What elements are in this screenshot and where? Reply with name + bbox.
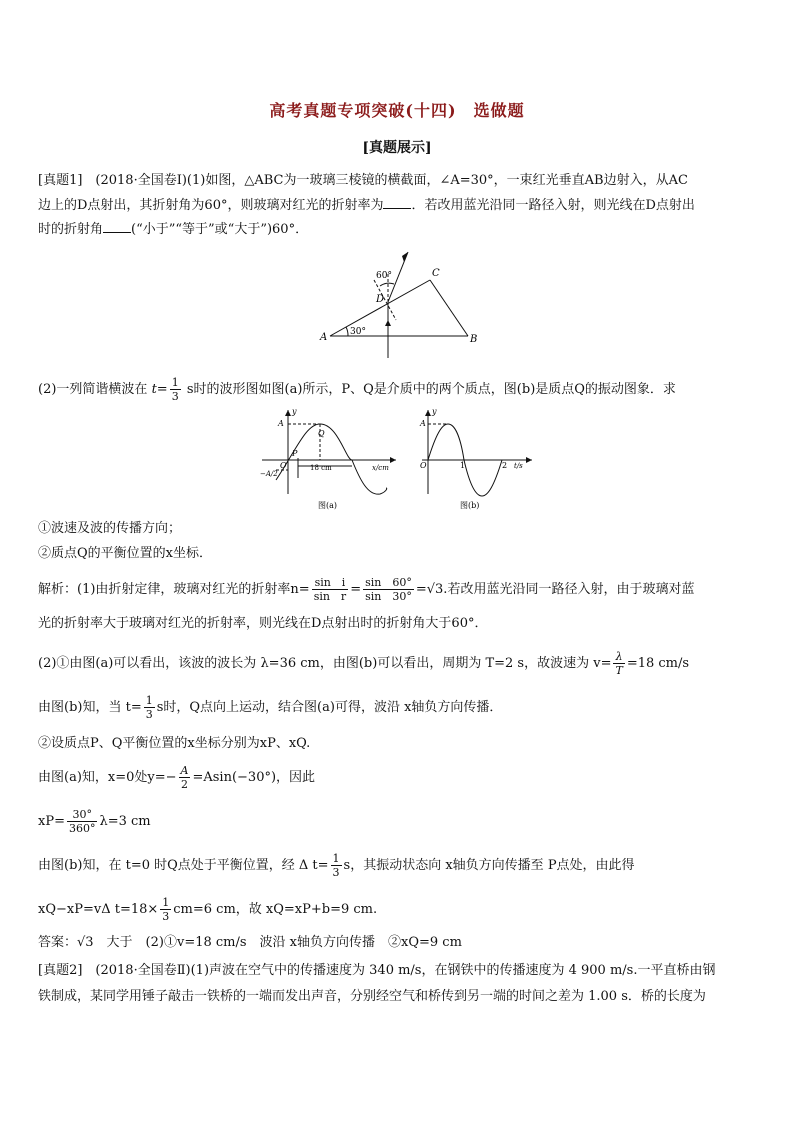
tick-2: 2 xyxy=(502,461,508,470)
fraction: $\frac{\text{sin i}}{\text{sin r}}$ xyxy=(313,576,347,603)
page-title: 高考真题专项突破(十四) 选做题 xyxy=(269,101,525,120)
label-y: y xyxy=(292,407,297,416)
fraction: $\frac{1}{3}$ xyxy=(171,376,179,403)
label-half-amp: −A/2 xyxy=(260,470,278,478)
tick-1: 1 xyxy=(460,461,466,470)
label-t-axis: t/s xyxy=(514,462,523,470)
x-arrow-icon xyxy=(390,457,396,463)
label-q: Q xyxy=(318,429,325,438)
caption-a: 图(a) xyxy=(318,501,338,510)
solution-line-4: 由图(b)知，当 t= $\frac{1}{3}$ s时，Q点向上运动，结合图(a)可得，波沿 x轴负方向传播． xyxy=(38,694,503,721)
ask-1: ①波速及波的传播方向； xyxy=(38,521,182,536)
solution-line-1: 解析：(1)由折射定律，玻璃对红光的折射率n= $\frac{\text{sin i}}{\text{sin r}}$ = $\frac{\sin 60^\circ}{\sin 30^\circ}$ =√3.若改用蓝光沿同一路径入射，由于玻璃对蓝 xyxy=(38,576,695,603)
angle-60-arc xyxy=(380,283,394,286)
fraction: $\frac{1}{3}$ xyxy=(145,694,153,721)
t-arrow-icon xyxy=(526,457,532,463)
label-c: C xyxy=(432,268,440,279)
caption-b: 图(b) xyxy=(460,501,480,510)
wave-figure-a xyxy=(256,404,406,514)
angle-a-arc xyxy=(346,327,348,336)
q2-line-1: [真题2] (2018·全国卷Ⅱ)(1)声波在空气中的传播速度为 340 m/s，在钢铁中的传播速度为 4 900 m/s.一平直桥由钢 xyxy=(38,963,716,978)
solution-line-6: 由图(a)知，x=0处y=− $\frac{A}{2}$ =Asin(−30°)，因此 xyxy=(38,764,316,791)
q1-line-3: 时的折射角 (“小于”“等于”或“大于”)60°． xyxy=(38,222,309,237)
solution-line-2: 光的折射率大于玻璃对红光的折射率，则光线在D点射出时的折射角大于60°． xyxy=(38,616,488,631)
fraction: $\frac{30^\circ}{360^\circ}$ xyxy=(68,808,96,835)
y-arrow-b-icon xyxy=(425,410,431,416)
wave-curve xyxy=(276,424,387,494)
solution-line-8: 由图(b)知，在 t=0 时Q点处于平衡位置，经 Δ t= $\frac{1}{3}$ s，其振动状态向 x轴负方向传播至 P点处，由此得 xyxy=(38,852,635,879)
answer-line: 答案：√3 大于 (2)①v=18 cm/s 波沿 x轴负方向传播 ②xQ=9 cm xyxy=(38,935,462,950)
answer-blank-2 xyxy=(103,220,131,233)
answer-blank-1 xyxy=(383,196,411,209)
label-amp: A xyxy=(278,419,284,428)
solution-line-5: ②设质点P、Q平衡位置的x坐标分别为xP、xQ. xyxy=(38,736,311,751)
label-60: 60° xyxy=(376,271,392,281)
label-d: D xyxy=(376,294,385,305)
fraction: $\frac{\sin 60^\circ}{\sin 30^\circ}$ xyxy=(365,576,412,603)
fraction: $\frac{1}{3}$ xyxy=(162,896,170,923)
label-b: B xyxy=(470,334,478,345)
fraction: $\frac{\lambda}{T}$ xyxy=(615,650,623,677)
solution-line-9: xQ−xP=vΔ t=18× $\frac{1}{3}$ cm=6 cm，故 xQ=xP+b=9 cm. xyxy=(38,896,378,923)
vibration-figure-b xyxy=(418,404,538,514)
fraction: $\frac{A}{2}$ xyxy=(180,764,189,791)
label-y-b: y xyxy=(432,407,437,416)
side-ac xyxy=(330,280,430,336)
fraction: $\frac{1}{3}$ xyxy=(332,852,340,879)
label-distance: 18 cm xyxy=(310,464,332,472)
label-origin-b: O xyxy=(420,461,427,470)
solution-line-3: (2)①由图(a)可以看出，该波的波长为 λ=36 cm，由图(b)可以看出，周期为 T=2 s，故波速为 v= $\frac{\lambda}{T}$ =18 cm/s xyxy=(38,650,690,677)
label-origin: O xyxy=(280,461,287,470)
label-p: P xyxy=(292,449,298,458)
solution-line-7: xP= $\frac{30^\circ}{360^\circ}$ λ=3 cm xyxy=(38,808,151,835)
q2-line-2: 铁制成，某同学用锤子敲击一铁桥的一端而发出声音，分别经空气和桥传到另一端的时间之差为 1.00 s．桥的长度为 xyxy=(38,989,706,1004)
side-bc xyxy=(430,280,468,336)
label-a: A xyxy=(320,332,328,343)
prism-figure xyxy=(318,250,486,360)
q1-line-2: 边上的D点射出，其折射角为60°，则玻璃对红光的折射率为 ．若改用蓝光沿同一路径入射，则光线在D点射出 xyxy=(38,198,695,213)
q1-line-1: [真题1] (2018·全国卷Ⅰ)(1)如图，△ABC为一玻璃三棱镜的横截面，∠A=30°，一束红光垂直AB边射入，从AC xyxy=(38,173,688,188)
label-amp-b: A xyxy=(420,419,426,428)
ray-arrow-icon xyxy=(385,320,391,326)
ask-2: ②质点Q的平衡位置的x坐标． xyxy=(38,546,212,561)
y-arrow-icon xyxy=(285,410,291,416)
q1-part2-prompt: (2)一列简谐横波在 t= $\frac{1}{3}$ s时的波形图如图(a)所示，P、Q是介质中的两个质点，图(b)是质点Q的振动图象．求 xyxy=(38,376,676,403)
label-x-axis: x/cm xyxy=(372,464,389,472)
label-30: 30° xyxy=(350,327,366,337)
section-heading: [真题展示] xyxy=(362,140,432,156)
